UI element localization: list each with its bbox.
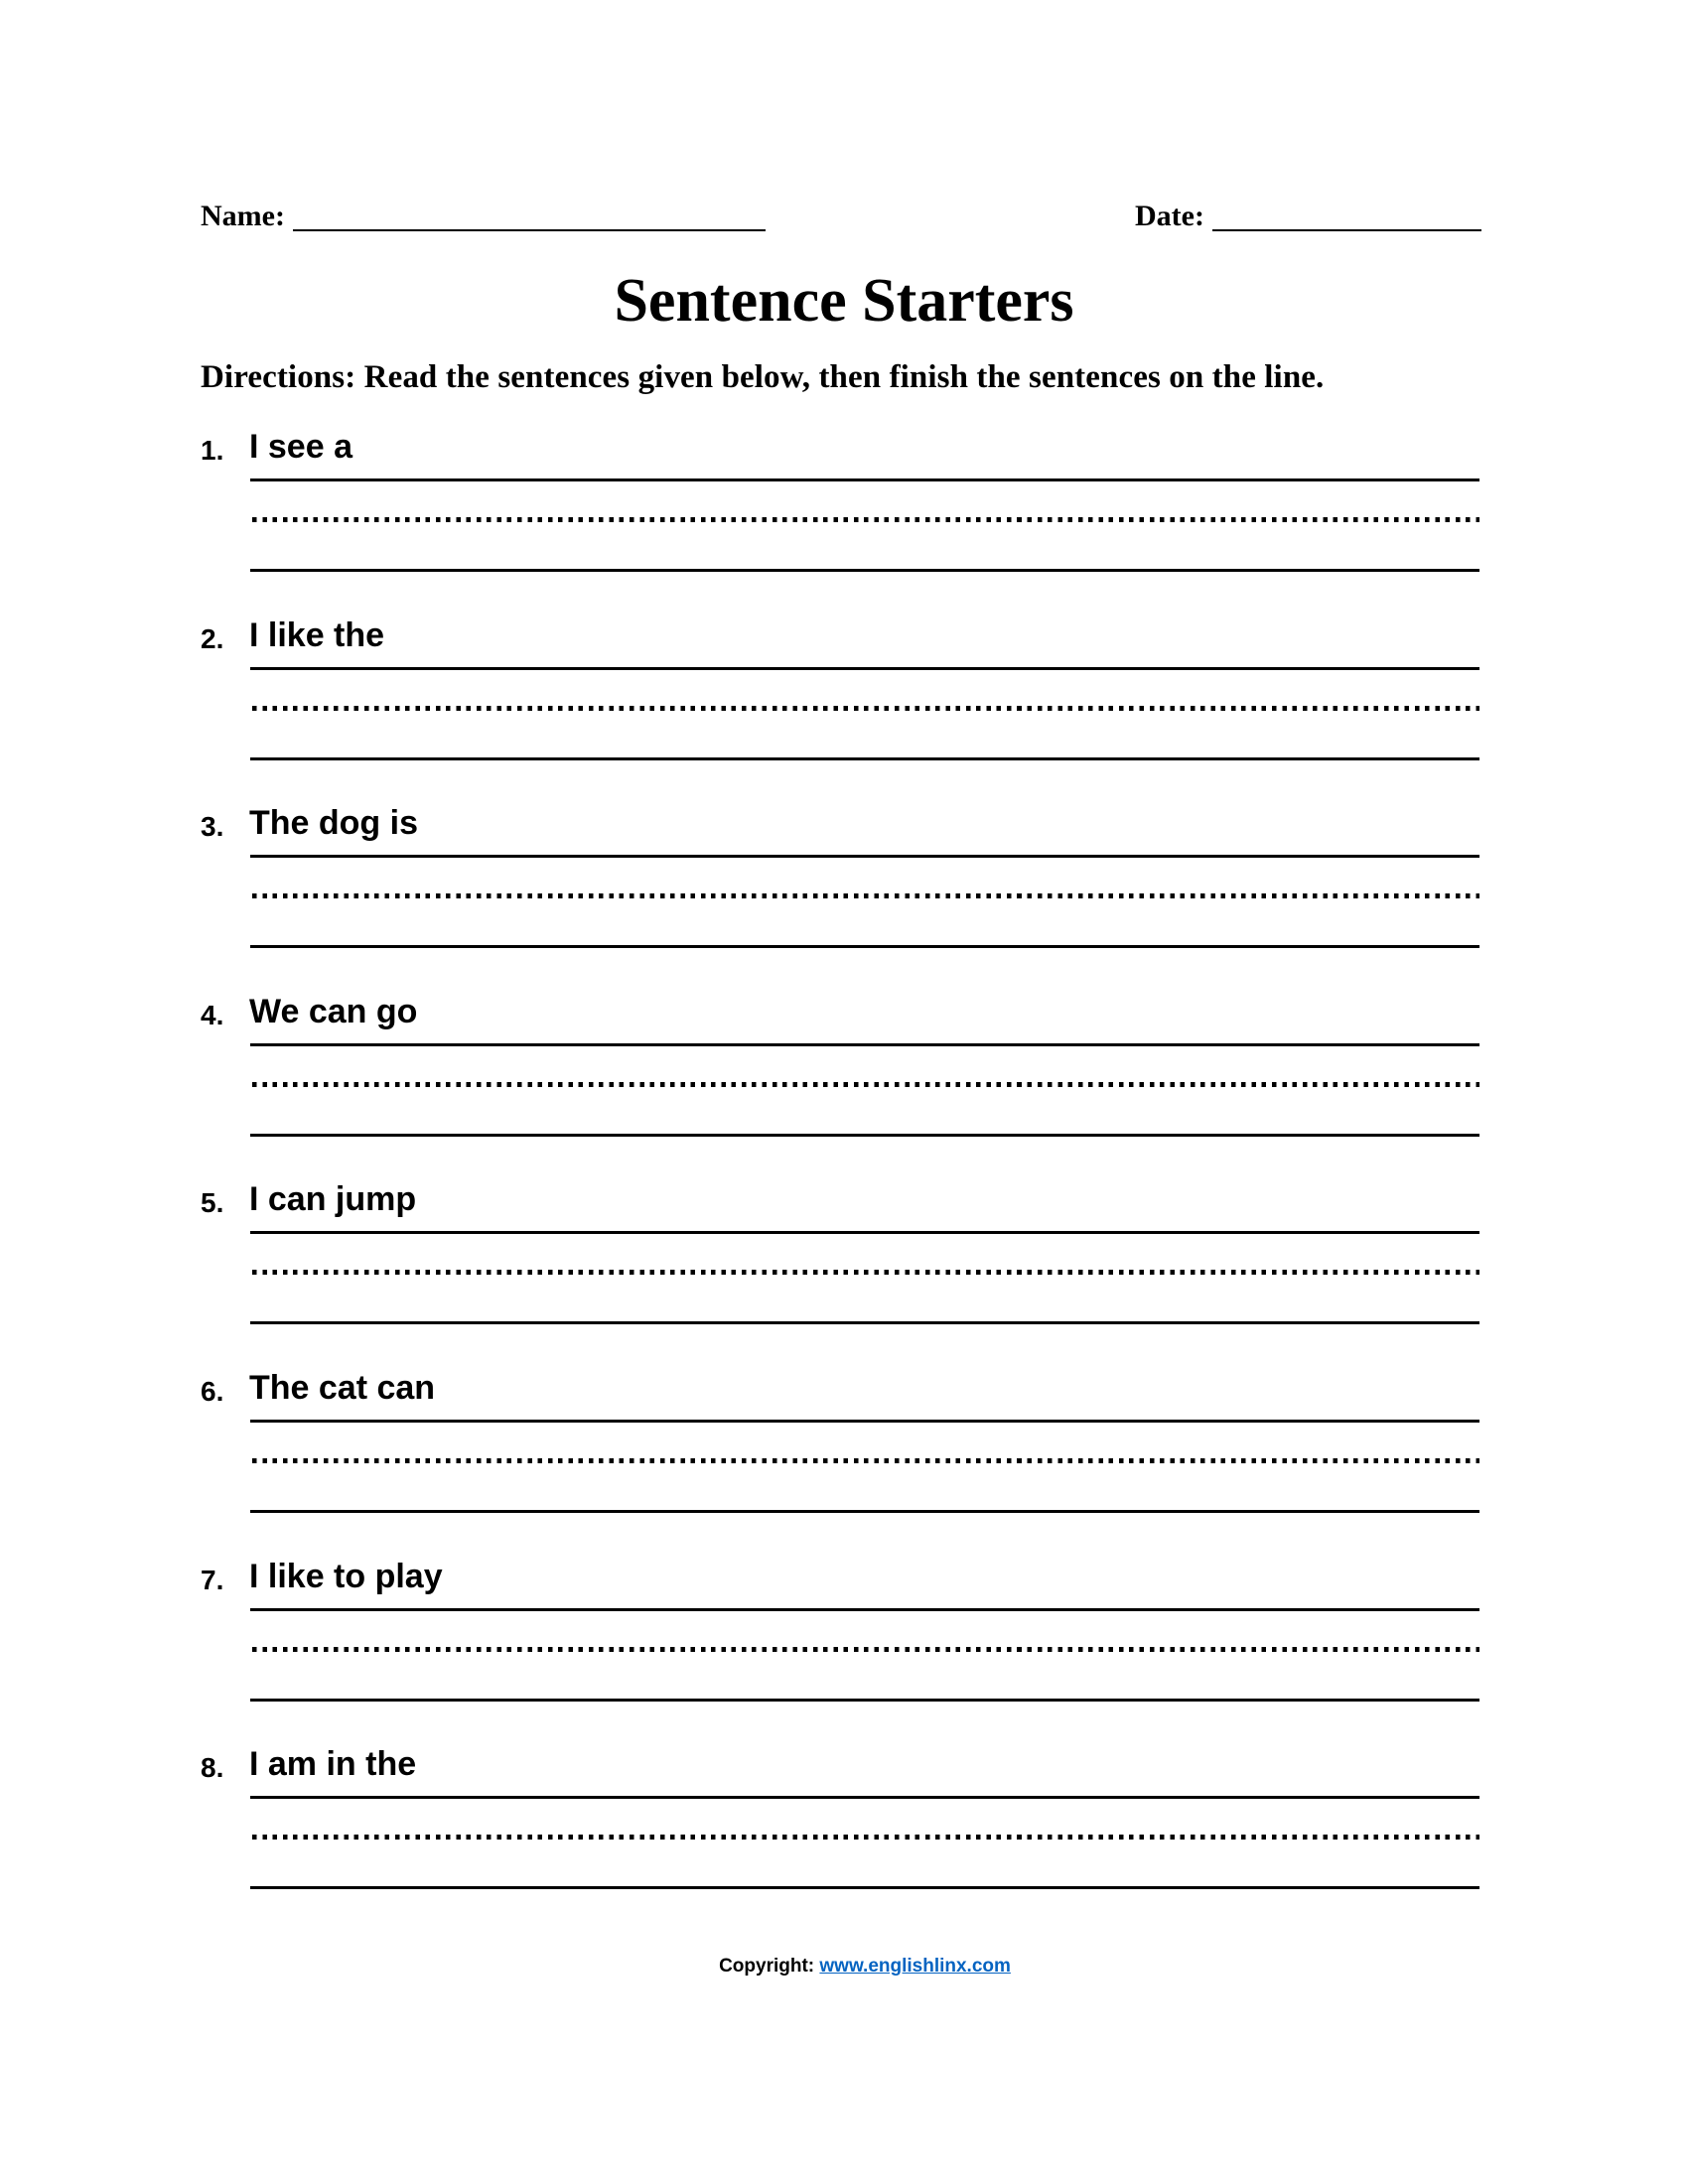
writing-line-top[interactable] [250,1608,1479,1611]
list-item [0,1744,1688,1933]
writing-line-dotted[interactable] [252,1082,1479,1087]
name-label: Name: [201,200,285,232]
list-item [0,427,1688,615]
list-item [0,1557,1688,1745]
writing-line-top[interactable] [250,1231,1479,1234]
name-blank-line[interactable] [293,205,766,231]
item-sentence-starter: I see a [249,428,352,466]
writing-line-dotted[interactable] [252,893,1479,898]
writing-line-bottom[interactable] [250,1510,1479,1513]
writing-line-bottom[interactable] [250,569,1479,572]
list-item [0,803,1688,992]
writing-line-bottom[interactable] [250,1321,1479,1324]
writing-line-top[interactable] [250,478,1479,481]
writing-line-bottom[interactable] [250,1134,1479,1137]
copyright-label: Copyright: [719,1956,815,1977]
writing-line-dotted[interactable] [252,1270,1479,1275]
item-number: 4. [201,1000,224,1030]
item-number: 2. [201,623,224,654]
item-number: 3. [201,811,224,842]
writing-line-dotted[interactable] [252,1835,1479,1840]
list-item [0,615,1688,804]
writing-line-top[interactable] [250,1796,1479,1799]
name-field [201,202,766,231]
item-sentence-starter: I can jump [249,1180,417,1218]
writing-line-top[interactable] [250,1043,1479,1046]
copyright-footer [0,1956,1688,1978]
writing-line-dotted[interactable] [252,706,1479,711]
item-sentence-starter: I am in the [249,1745,417,1783]
writing-line-bottom[interactable] [250,945,1479,948]
writing-line-bottom[interactable] [250,1699,1479,1702]
item-sentence-starter: I like to play [249,1558,443,1595]
item-number: 7. [201,1565,224,1595]
item-sentence-starter: The cat can [249,1369,436,1407]
writing-line-top[interactable] [250,667,1479,670]
worksheet-title: Sentence Starters [614,267,1074,335]
item-number: 1. [201,435,224,466]
writing-line-dotted[interactable] [252,1458,1479,1463]
item-sentence-starter: We can go [249,993,418,1030]
date-blank-line[interactable] [1212,205,1481,231]
list-item [0,1368,1688,1557]
writing-line-dotted[interactable] [252,1647,1479,1652]
writing-line-top[interactable] [250,1420,1479,1423]
copyright-link[interactable]: www.englishlinx.com [819,1956,1011,1977]
item-sentence-starter: The dog is [249,804,418,842]
date-field [1135,202,1481,231]
item-number: 6. [201,1376,224,1407]
writing-line-bottom[interactable] [250,1886,1479,1889]
list-item [0,1179,1688,1368]
date-label: Date: [1135,200,1204,232]
item-number: 8. [201,1752,224,1783]
list-item [0,992,1688,1180]
writing-line-dotted[interactable] [252,517,1479,522]
writing-line-top[interactable] [250,855,1479,858]
item-number: 5. [201,1187,224,1218]
directions-text: Directions: Read the sentences given below, then finish the sentences on the line. [201,359,1325,395]
item-sentence-starter: I like the [249,616,385,654]
writing-line-bottom[interactable] [250,757,1479,760]
